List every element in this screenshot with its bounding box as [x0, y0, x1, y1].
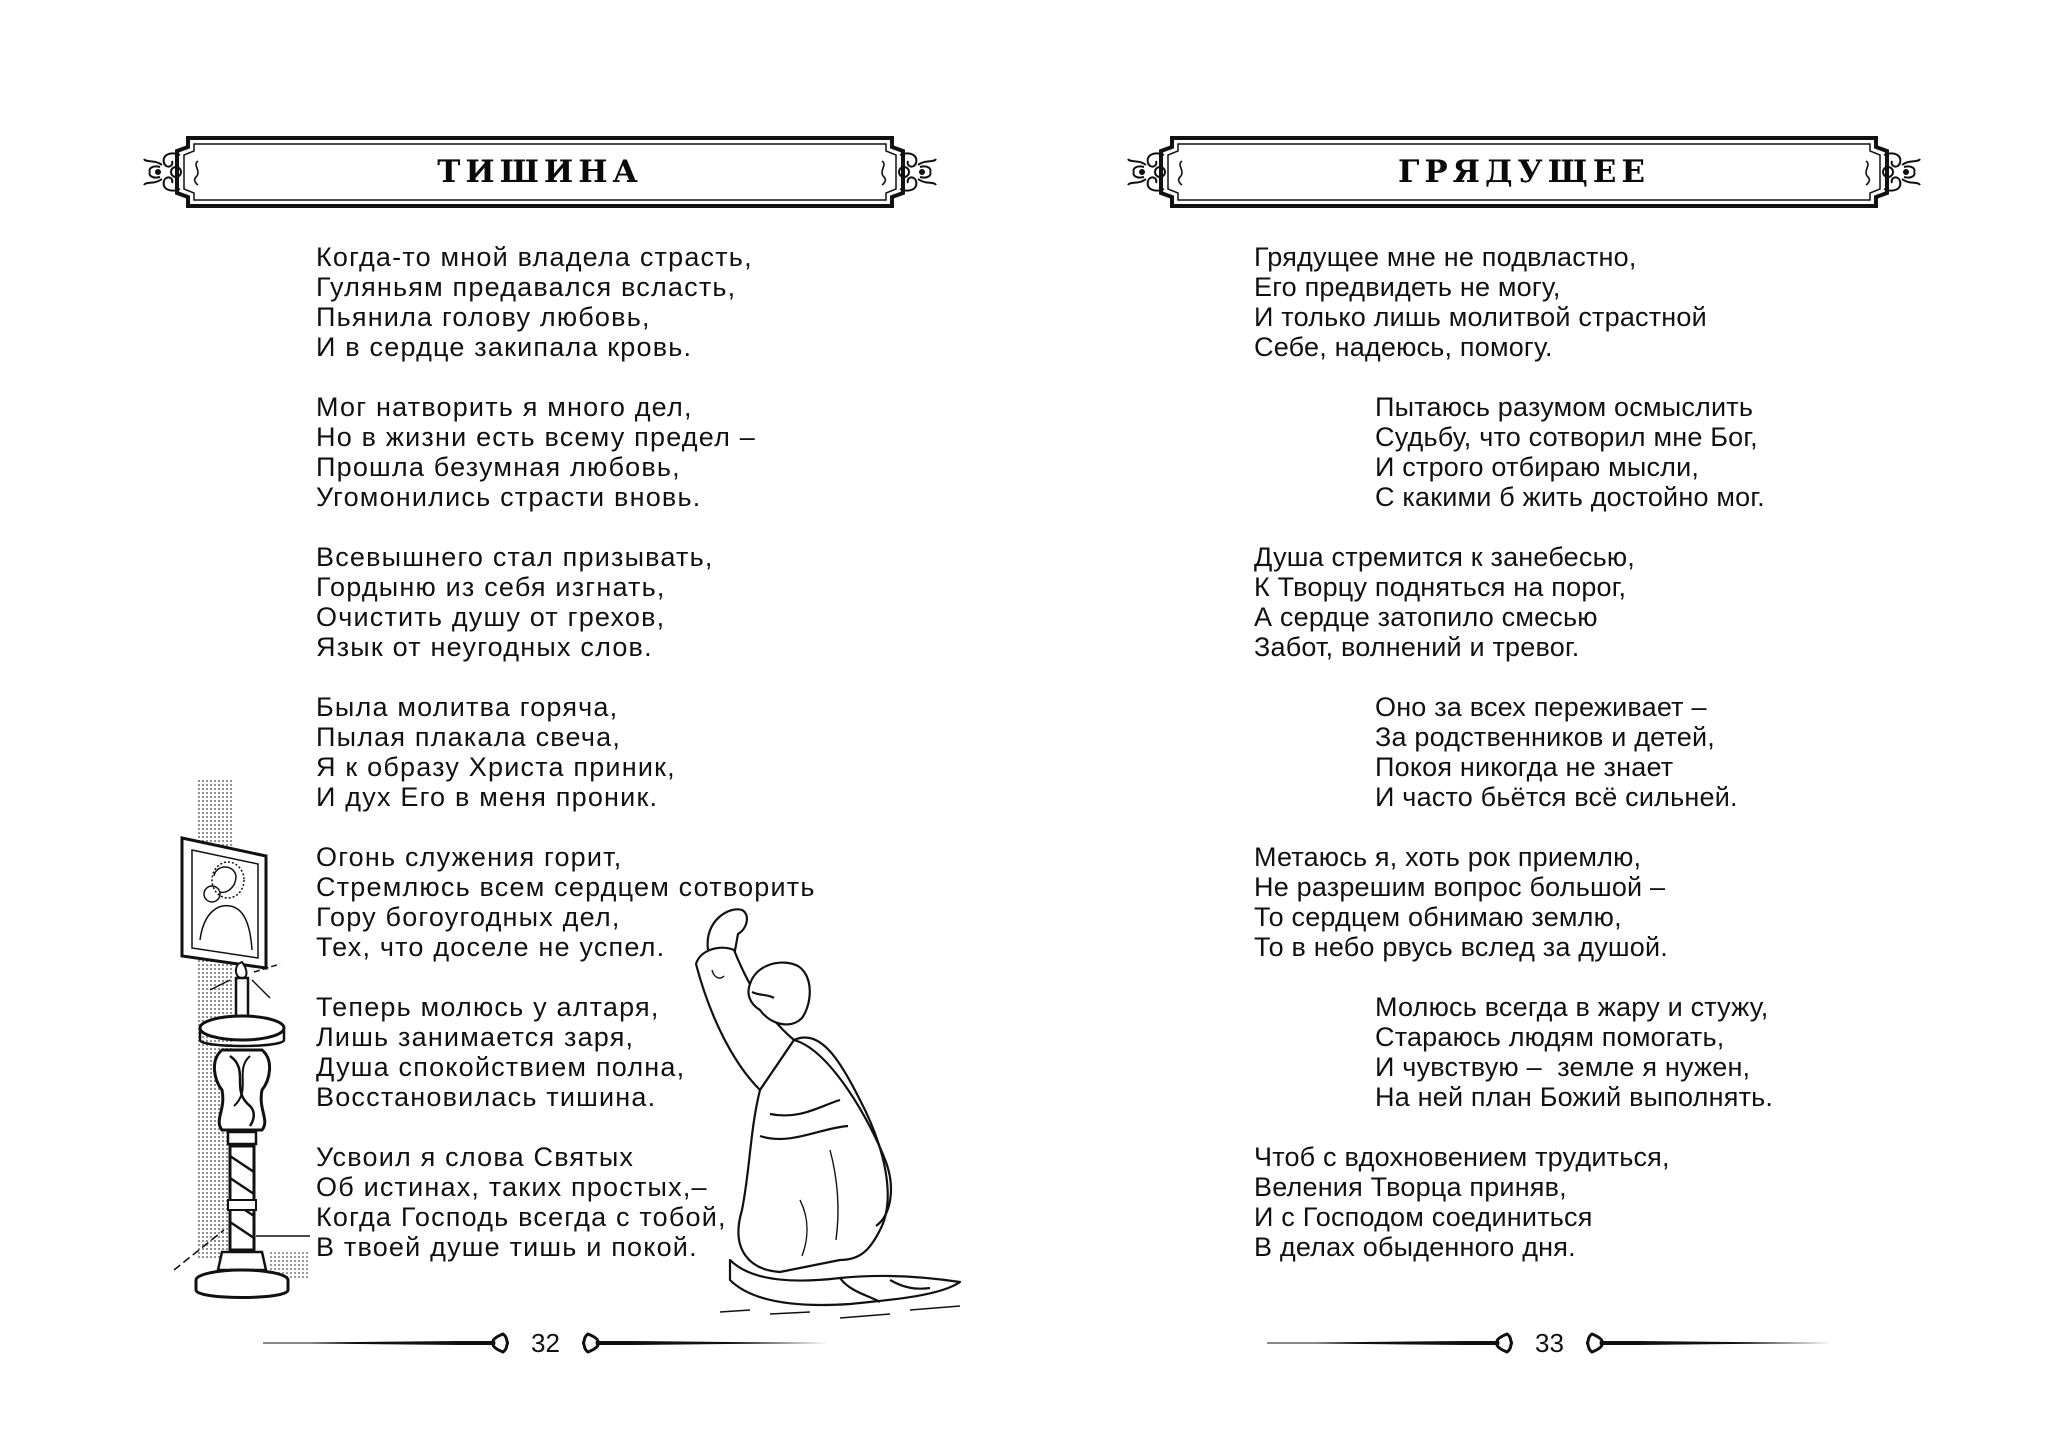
verse-line: Веления Творца приняв, [1254, 1172, 1567, 1202]
verse-line: Гору богоугодных дел, [316, 902, 621, 932]
verse-line: К Творцу подняться на порог, [1254, 572, 1627, 602]
title-banner [140, 137, 940, 207]
icon-candle-stand-illustration [170, 780, 330, 1320]
verse-line: Восстановилась тишина. [316, 1082, 657, 1112]
verse-line: Покоя никогда не знает [1375, 752, 1674, 782]
verse-line: А сердце затопило смесью [1254, 602, 1598, 632]
stanza [1254, 842, 1773, 962]
verse-line: Себе, надеюсь, помогу. [1254, 332, 1553, 362]
verse-line: Метаюсь я, хоть рок приемлю, [1254, 842, 1642, 872]
verse-line: Язык от неугодных слов. [316, 632, 653, 662]
verse-line: И строго отбираю мысли, [1375, 452, 1700, 482]
page-number: 32 [531, 1328, 560, 1358]
poem-body [1254, 242, 1773, 1292]
right-page [1029, 0, 2058, 1454]
title-banner [1124, 137, 1924, 207]
verse-line: И с Господом соединиться [1254, 1202, 1593, 1232]
verse-line: Чтоб с вдохновением трудиться, [1254, 1142, 1670, 1172]
verse-line: Пылая плакала свеча, [316, 722, 622, 752]
verse-line: С какими б жить достойно мог. [1375, 482, 1765, 512]
verse-line: Всевышнего стал призывать, [316, 542, 714, 572]
verse-line: Теперь молюсь у алтаря, [316, 992, 660, 1022]
verse-line: Я к образу Христа приник, [316, 752, 676, 782]
verse-line: Когда-то мной владела страсть, [316, 242, 753, 272]
praying-man-icon [690, 900, 980, 1330]
stanza-indented [1254, 692, 1773, 812]
poem-title: ГРЯДУЩЕЕ [1397, 154, 1651, 190]
verse-line: Когда Господь всегда с тобой, [316, 1202, 727, 1232]
verse-line: Тех, что доселе не успел. [316, 932, 666, 962]
stanza [316, 392, 816, 512]
stanza [316, 242, 816, 362]
verse-line: В твоей душе тишь и покой. [316, 1232, 698, 1262]
stanza [1254, 242, 1773, 362]
page-number: 33 [1535, 1328, 1564, 1358]
verse-line: То в небо рвусь вслед за душой. [1254, 932, 1668, 962]
verse-line: Усвоил я слова Святых [316, 1142, 635, 1172]
poem-title: ТИШИНА [437, 154, 643, 190]
verse-line: И часто бьётся всё сильней. [1375, 782, 1738, 812]
verse-line: Угомонились страсти вновь. [316, 482, 702, 512]
verse-line: Очистить душу от грехов, [316, 602, 666, 632]
verse-line: Огонь служения горит, [316, 842, 623, 872]
verse-line: Пьянила голову любовь, [316, 302, 651, 332]
verse-line: Стремлюсь всем сердцем сотворить [316, 872, 816, 902]
stanza [316, 692, 816, 812]
verse-line: Не разрешим вопрос большой – [1254, 872, 1666, 902]
stanza [1254, 542, 1773, 662]
stanza-indented [1254, 392, 1773, 512]
verse-line: И в сердце закипала кровь. [316, 332, 693, 362]
stanza [1254, 1142, 1773, 1262]
verse-line: Гордыню из себя изгнать, [316, 572, 666, 602]
verse-line: За родственников и детей, [1375, 722, 1715, 752]
verse-line: Грядущее мне не подвластно, [1254, 242, 1637, 272]
candle-stand-icon [170, 780, 330, 1320]
verse-line: Пытаюсь разумом осмыслить [1375, 392, 1754, 422]
verse-line: Гуляньям предавался всласть, [316, 272, 737, 302]
verse-line: Лишь занимается заря, [316, 1022, 635, 1052]
verse-line: Стараюсь людям помогать, [1375, 1022, 1725, 1052]
verse-line: Была молитва горяча, [316, 692, 619, 722]
verse-line: И дух Его в меня проник. [316, 782, 659, 812]
verse-line: Об истинах, таких простых,– [316, 1172, 708, 1202]
page-footer [1267, 1328, 1832, 1358]
verse-line: Душа стремится к занебесью, [1254, 542, 1636, 572]
verse-line: Мог натворить я много дел, [316, 392, 693, 422]
verse-line: И чувствую – земле я нужен, [1375, 1052, 1751, 1082]
verse-line: Молюсь всегда в жару и стужу, [1375, 992, 1769, 1022]
verse-line: Прошла безумная любовь, [316, 452, 681, 482]
verse-line: Душа спокойствием полна, [316, 1052, 686, 1082]
verse-line: Забот, волнений и тревог. [1254, 632, 1580, 662]
verse-line: Его предвидеть не могу, [1254, 272, 1561, 302]
verse-line: Но в жизни есть всему предел – [316, 422, 756, 452]
verse-line: То сердцем обнимаю землю, [1254, 902, 1622, 932]
praying-man-illustration [690, 900, 980, 1330]
stanza [316, 542, 816, 662]
verse-line: Оно за всех переживает – [1375, 692, 1707, 722]
verse-line: Судьбу, что сотворил мне Бог, [1375, 422, 1758, 452]
stanza-indented [1254, 992, 1773, 1112]
page-footer [263, 1328, 828, 1358]
verse-line: И только лишь молитвой страстной [1254, 302, 1707, 332]
verse-line: На ней план Божий выполнять. [1375, 1082, 1774, 1112]
verse-line: В делах обыденного дня. [1254, 1232, 1576, 1262]
